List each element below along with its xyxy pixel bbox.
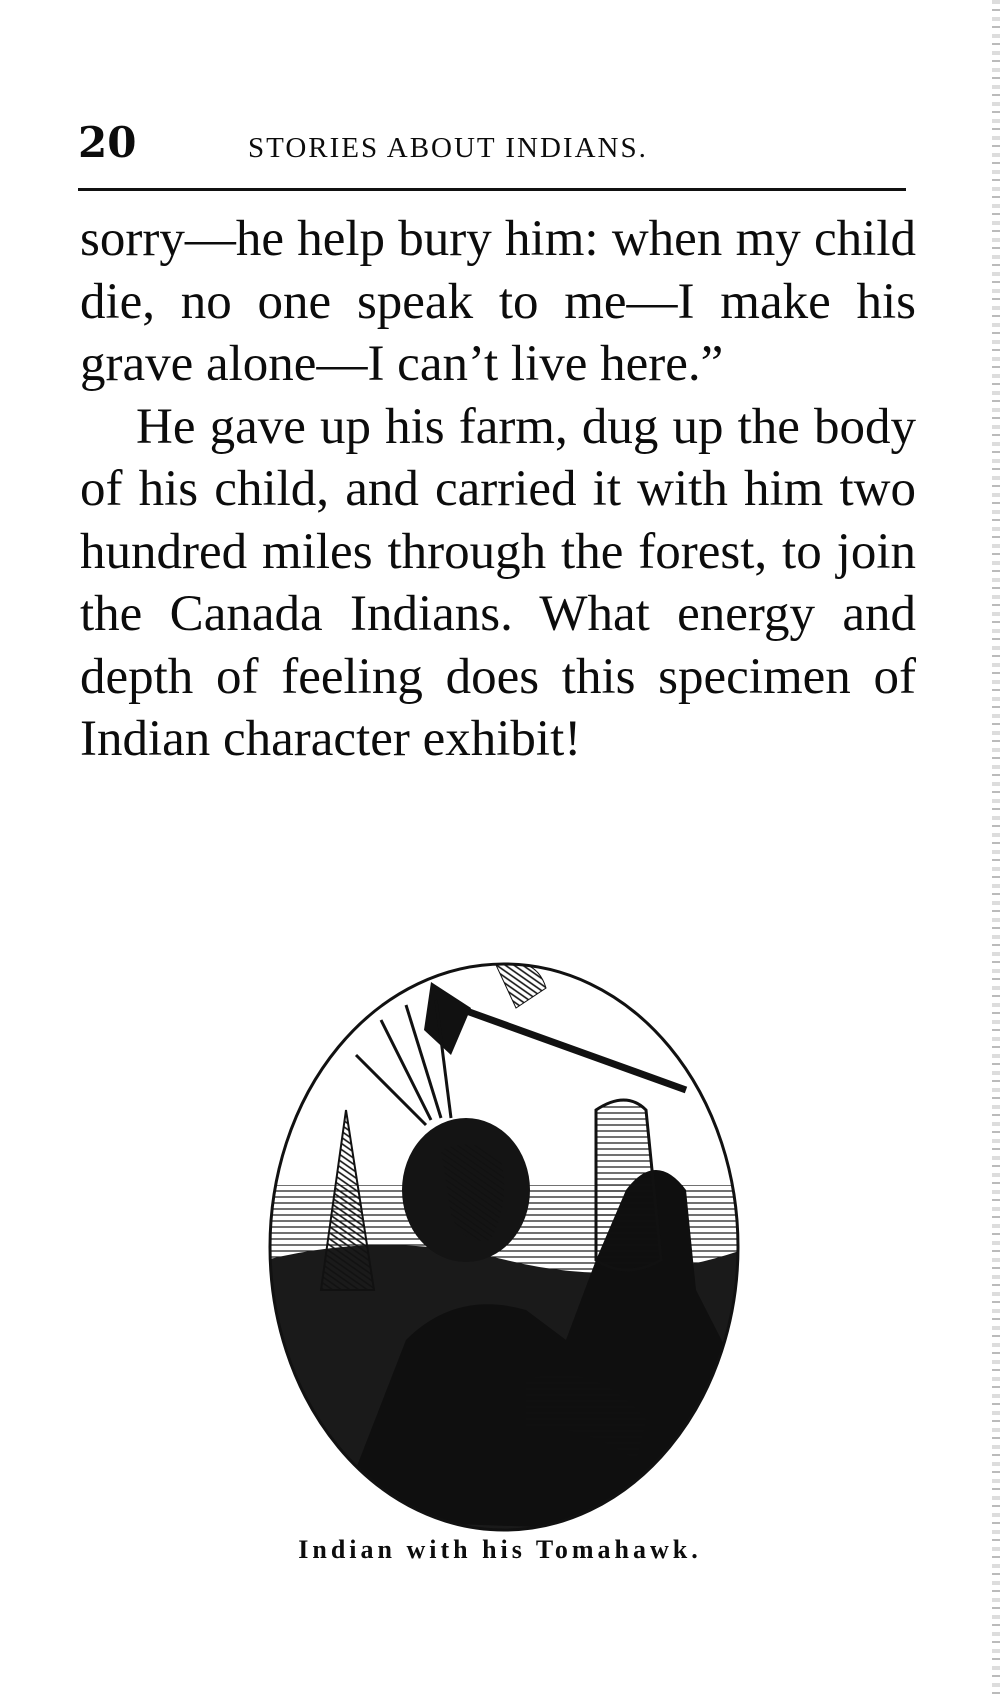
header-rule [78,188,906,191]
body-text [80,208,916,771]
engraving-illustration [266,960,742,1534]
page-number: 20 [78,118,137,167]
page-edge [992,0,1000,1699]
engraving-svg [266,960,742,1534]
paragraph-1: sorry—he help bury him: when my child die, no one speak to me—I make his grave alone—I can’t live here.” [80,211,916,392]
figure-caption: Indian with his Tomahawk. [298,1535,702,1564]
running-title: STORIES ABOUT INDIANS. [248,132,648,164]
page-header [78,118,906,168]
paragraph-2: He gave up his farm, dug up the body of his child, and carried it with him two hundred miles through the forest, to join the Canada Indians. What energy and depth of feeling does this specimen of Indian character exhibit! [80,398,916,767]
